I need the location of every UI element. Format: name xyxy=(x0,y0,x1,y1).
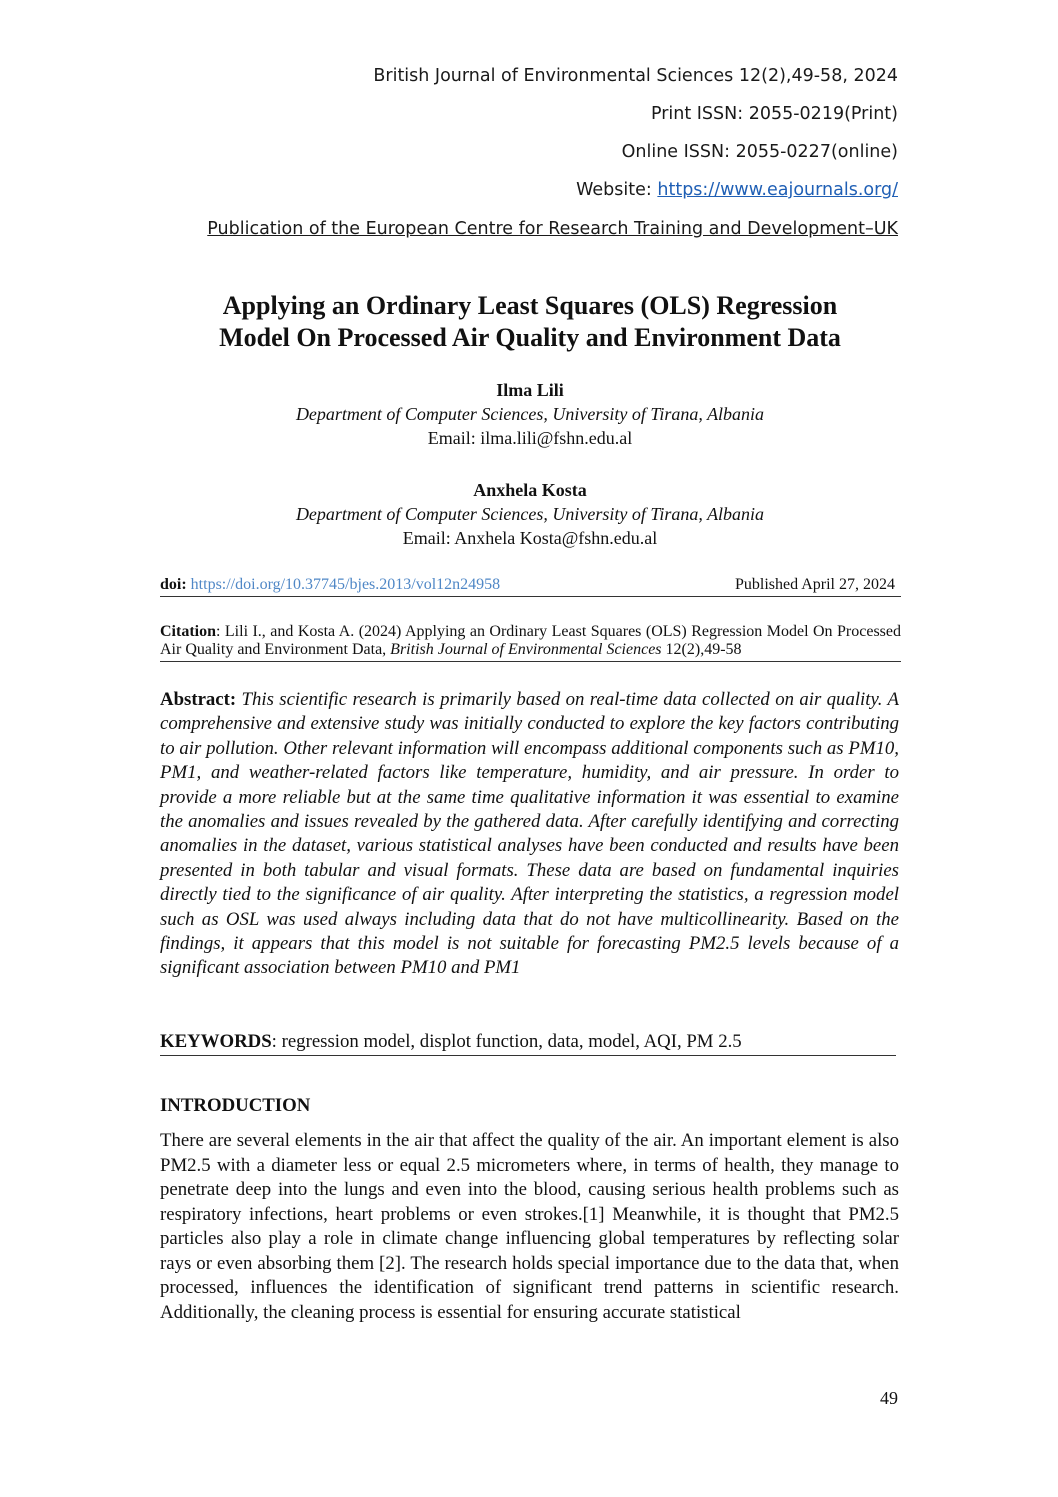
keywords-text: : regression model, displot function, data, model, AQI, PM 2.5 xyxy=(271,1031,742,1052)
author-block-2 xyxy=(160,478,900,550)
print-issn: Print ISSN: 2055-0219(Print) xyxy=(650,104,898,124)
abstract-text: This scientific research is primarily based on real-time data collected on air quality. A comprehensive and extensive study was initially conducted to explore the key factors contributing to air pollution. Other relevant information will encompass additional components such as PM10, PM1, and weather-related factors like temperature, humidity, and air pressure. In order to provide a more reliable but at the same time qualitative information it was essential to examine the anomalies and issues revealed by the gathered data. After carefully identifying and correcting anomalies in the dataset, various statistical analyses have been conducted and results have been presented in both tabular and visual formats. These data are based on fundamental inquiries directly tied to the significance of air quality. After interpreting the statistics, a regression model such as OSL was used always including data that do not have multicollinearity. Based on the findings, it appears that this model is not suitable for forecasting PM2.5 levels because of a significant association between PM10 and PM1 xyxy=(160,689,899,979)
author-email: Email: ilma.lili@fshn.edu.al xyxy=(427,428,633,448)
citation-volume: 12(2),49-58 xyxy=(661,641,742,658)
abstract xyxy=(160,688,899,981)
abstract-label: Abstract: xyxy=(160,689,237,710)
doi-label: doi: xyxy=(160,576,187,593)
page-number: 49 xyxy=(880,1388,898,1408)
citation-text: : Lili I., and Kosta A. (2024) Applying an Ordinary Least Squares (OLS) Regression Model On Processed Air Quality and Environment Data, xyxy=(160,623,901,658)
citation-rule xyxy=(160,661,901,662)
author-block-1 xyxy=(160,378,900,450)
citation-journal: British Journal of Environmental Sciences xyxy=(390,641,662,658)
author-department: Department of Computer Sciences, University of Tirana, Albania xyxy=(295,404,765,424)
journal-citation-header: British Journal of Environmental Sciences 12(2),49-58, 2024 xyxy=(373,66,898,86)
keywords xyxy=(160,1030,896,1056)
section-heading-introduction: INTRODUCTION xyxy=(160,1095,311,1116)
doi-line xyxy=(160,576,901,597)
introduction-paragraph: There are several elements in the air that affect the quality of the air. An important element is also PM2.5 with a diameter less or equal 2.5 micrometers where, in terms of health, they manage to penetrate deep into the lungs and even into the blood, causing serious health problems such as respiratory infections, heart problems or even strokes.[1] Meanwhile, it is thought that PM2.5 particles also play a role in climate change influencing global temperatures by reflecting solar rays or even absorbing them [2]. The research holds special importance due to the data that, when processed, influences the identification of significant trend patterns in scientific research. Additionally, the cleaning process is essential for ensuring accurate statistical xyxy=(160,1130,899,1323)
paper-title-line-1: Applying an Ordinary Least Squares (OLS) Regression xyxy=(222,291,838,320)
website-line xyxy=(576,180,898,200)
citation-label: Citation xyxy=(160,623,216,640)
online-issn: Online ISSN: 2055-0227(online) xyxy=(621,142,898,162)
published-date: Published April 27, 2024 xyxy=(734,576,895,593)
citation-block xyxy=(160,623,901,659)
website-label: Website: xyxy=(576,180,658,200)
paper-title xyxy=(160,290,900,354)
publisher-line: Publication of the European Centre for Research Training and Development–UK xyxy=(207,219,898,239)
author-department: Department of Computer Sciences, University of Tirana, Albania xyxy=(295,504,765,524)
author-name: Ilma Lili xyxy=(496,380,564,400)
paper-title-line-2: Model On Processed Air Quality and Environment Data xyxy=(219,323,841,352)
author-email: Email: Anxhela Kosta@fshn.edu.al xyxy=(402,528,658,548)
keywords-label: KEYWORDS xyxy=(160,1031,272,1052)
author-name: Anxhela Kosta xyxy=(473,480,587,500)
doi-link[interactable]: https://doi.org/10.37745/bjes.2013/vol12n24958 xyxy=(190,576,501,593)
website-link[interactable]: https://www.eajournals.org/ xyxy=(657,180,898,200)
